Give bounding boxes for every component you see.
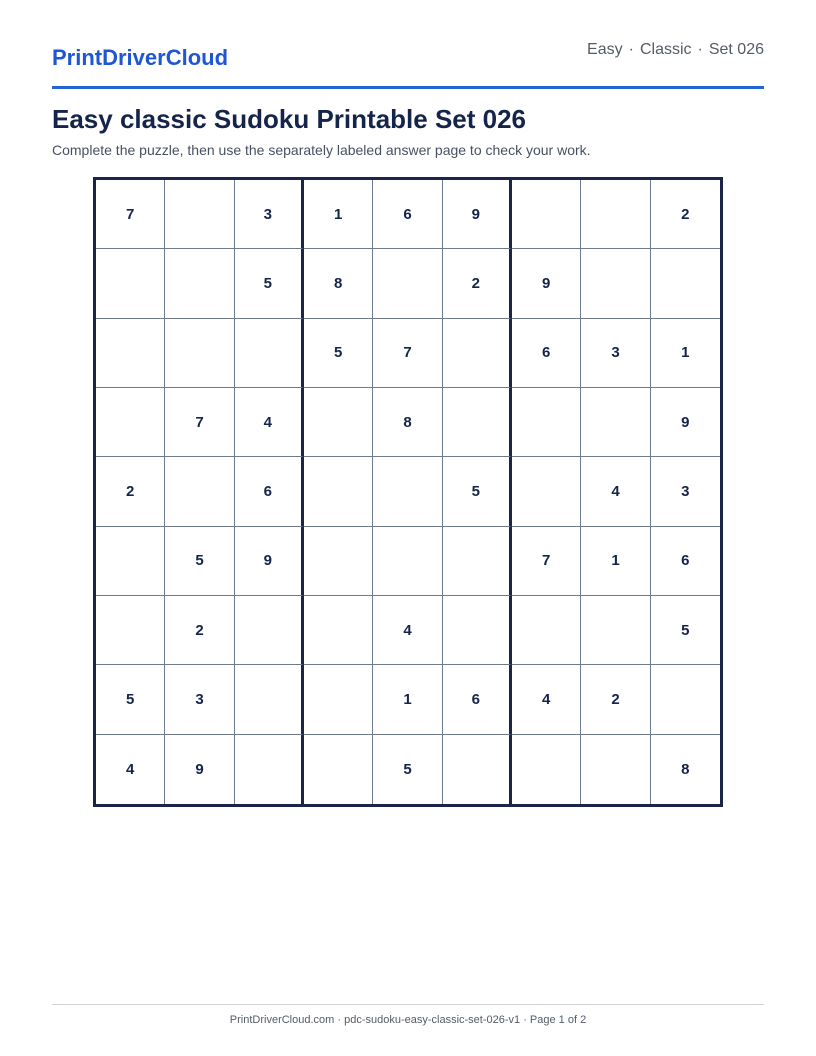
sudoku-cell: 5	[443, 457, 512, 526]
variant-label: Classic	[639, 41, 692, 58]
sudoku-cell: 3	[651, 457, 720, 526]
meta-separator: ·	[697, 41, 703, 58]
sudoku-cell: 8	[304, 249, 373, 318]
set-label: Set 026	[708, 41, 764, 58]
sudoku-cell: 2	[581, 665, 650, 734]
sudoku-cell	[651, 665, 720, 734]
sudoku-cell	[651, 249, 720, 318]
sudoku-cell	[304, 735, 373, 804]
sudoku-cell	[512, 388, 581, 457]
sudoku-cell: 7	[96, 180, 165, 249]
sudoku-cell: 2	[443, 249, 512, 318]
sudoku-grid	[93, 177, 723, 807]
meta-separator: ·	[628, 41, 634, 58]
sudoku-cell	[581, 249, 650, 318]
sudoku-cell	[235, 735, 304, 804]
sudoku-cell	[581, 180, 650, 249]
sudoku-cell: 5	[373, 735, 442, 804]
sudoku-cell	[373, 527, 442, 596]
sudoku-cell: 7	[373, 319, 442, 388]
sudoku-cell: 6	[651, 527, 720, 596]
sudoku-cell: 5	[165, 527, 234, 596]
sudoku-cell	[165, 249, 234, 318]
sudoku-cell	[512, 735, 581, 804]
sudoku-cell	[304, 596, 373, 665]
sudoku-cell	[443, 596, 512, 665]
sudoku-cell	[304, 388, 373, 457]
sudoku-cell: 6	[512, 319, 581, 388]
sudoku-cell: 9	[235, 527, 304, 596]
sudoku-cell	[235, 596, 304, 665]
sudoku-cell: 9	[512, 249, 581, 318]
sudoku-cell	[443, 388, 512, 457]
sudoku-cell	[512, 180, 581, 249]
sudoku-cell	[512, 457, 581, 526]
sudoku-cell: 1	[581, 527, 650, 596]
sudoku-cell	[165, 180, 234, 249]
brand-logo: PrintDriverCloud	[52, 45, 229, 70]
sudoku-cell	[304, 527, 373, 596]
sudoku-cell	[373, 457, 442, 526]
sudoku-cell: 5	[96, 665, 165, 734]
sudoku-cell	[443, 527, 512, 596]
sudoku-cell: 3	[165, 665, 234, 734]
sudoku-cell: 7	[165, 388, 234, 457]
page-subtitle: Complete the puzzle, then use the separately labeled answer page to check your work.	[52, 142, 591, 158]
sudoku-cell: 1	[651, 319, 720, 388]
sudoku-cell: 6	[235, 457, 304, 526]
sudoku-cell: 4	[373, 596, 442, 665]
sudoku-cell: 6	[443, 665, 512, 734]
sudoku-cell: 2	[165, 596, 234, 665]
sudoku-cell: 7	[512, 527, 581, 596]
sudoku-cell: 4	[235, 388, 304, 457]
sudoku-cell	[96, 527, 165, 596]
sudoku-cell: 5	[304, 319, 373, 388]
sudoku-cell: 4	[581, 457, 650, 526]
sudoku-cell: 3	[235, 180, 304, 249]
sudoku-cell	[165, 319, 234, 388]
sudoku-cell	[304, 457, 373, 526]
sudoku-cell	[581, 596, 650, 665]
page-header	[52, 40, 764, 89]
sudoku-cell: 1	[304, 180, 373, 249]
sudoku-cell	[373, 249, 442, 318]
sudoku-cell: 9	[651, 388, 720, 457]
sudoku-cell	[443, 735, 512, 804]
page-footer: PrintDriverCloud.com · pdc-sudoku-easy-classic-set-026-v1 · Page 1 of 2	[52, 1004, 764, 1026]
sudoku-cell: 9	[443, 180, 512, 249]
sudoku-cell	[165, 457, 234, 526]
difficulty-label: Easy	[587, 41, 623, 58]
sudoku-cell	[512, 596, 581, 665]
sudoku-cell	[96, 596, 165, 665]
sudoku-cell	[581, 735, 650, 804]
sudoku-cell	[443, 319, 512, 388]
sudoku-cell: 5	[651, 596, 720, 665]
sudoku-cell	[235, 319, 304, 388]
sudoku-cell	[96, 319, 165, 388]
sudoku-cell: 5	[235, 249, 304, 318]
sudoku-cell	[581, 388, 650, 457]
sudoku-cell	[96, 388, 165, 457]
sudoku-cell	[235, 665, 304, 734]
sudoku-cell: 4	[512, 665, 581, 734]
sudoku-cell: 3	[581, 319, 650, 388]
sudoku-cell: 8	[373, 388, 442, 457]
sudoku-cell: 2	[96, 457, 165, 526]
sudoku-cell: 8	[681, 760, 690, 778]
header-meta	[587, 41, 764, 59]
sudoku-cell: 9	[165, 735, 234, 804]
sudoku-cell	[304, 665, 373, 734]
sudoku-cell: 2	[651, 180, 720, 249]
sudoku-cell: 4	[96, 735, 165, 804]
sudoku-cell	[96, 249, 165, 318]
sudoku-cell: 6	[373, 180, 442, 249]
page-title: Easy classic Sudoku Printable Set 026	[52, 104, 527, 134]
sudoku-cell: 1	[373, 665, 442, 734]
